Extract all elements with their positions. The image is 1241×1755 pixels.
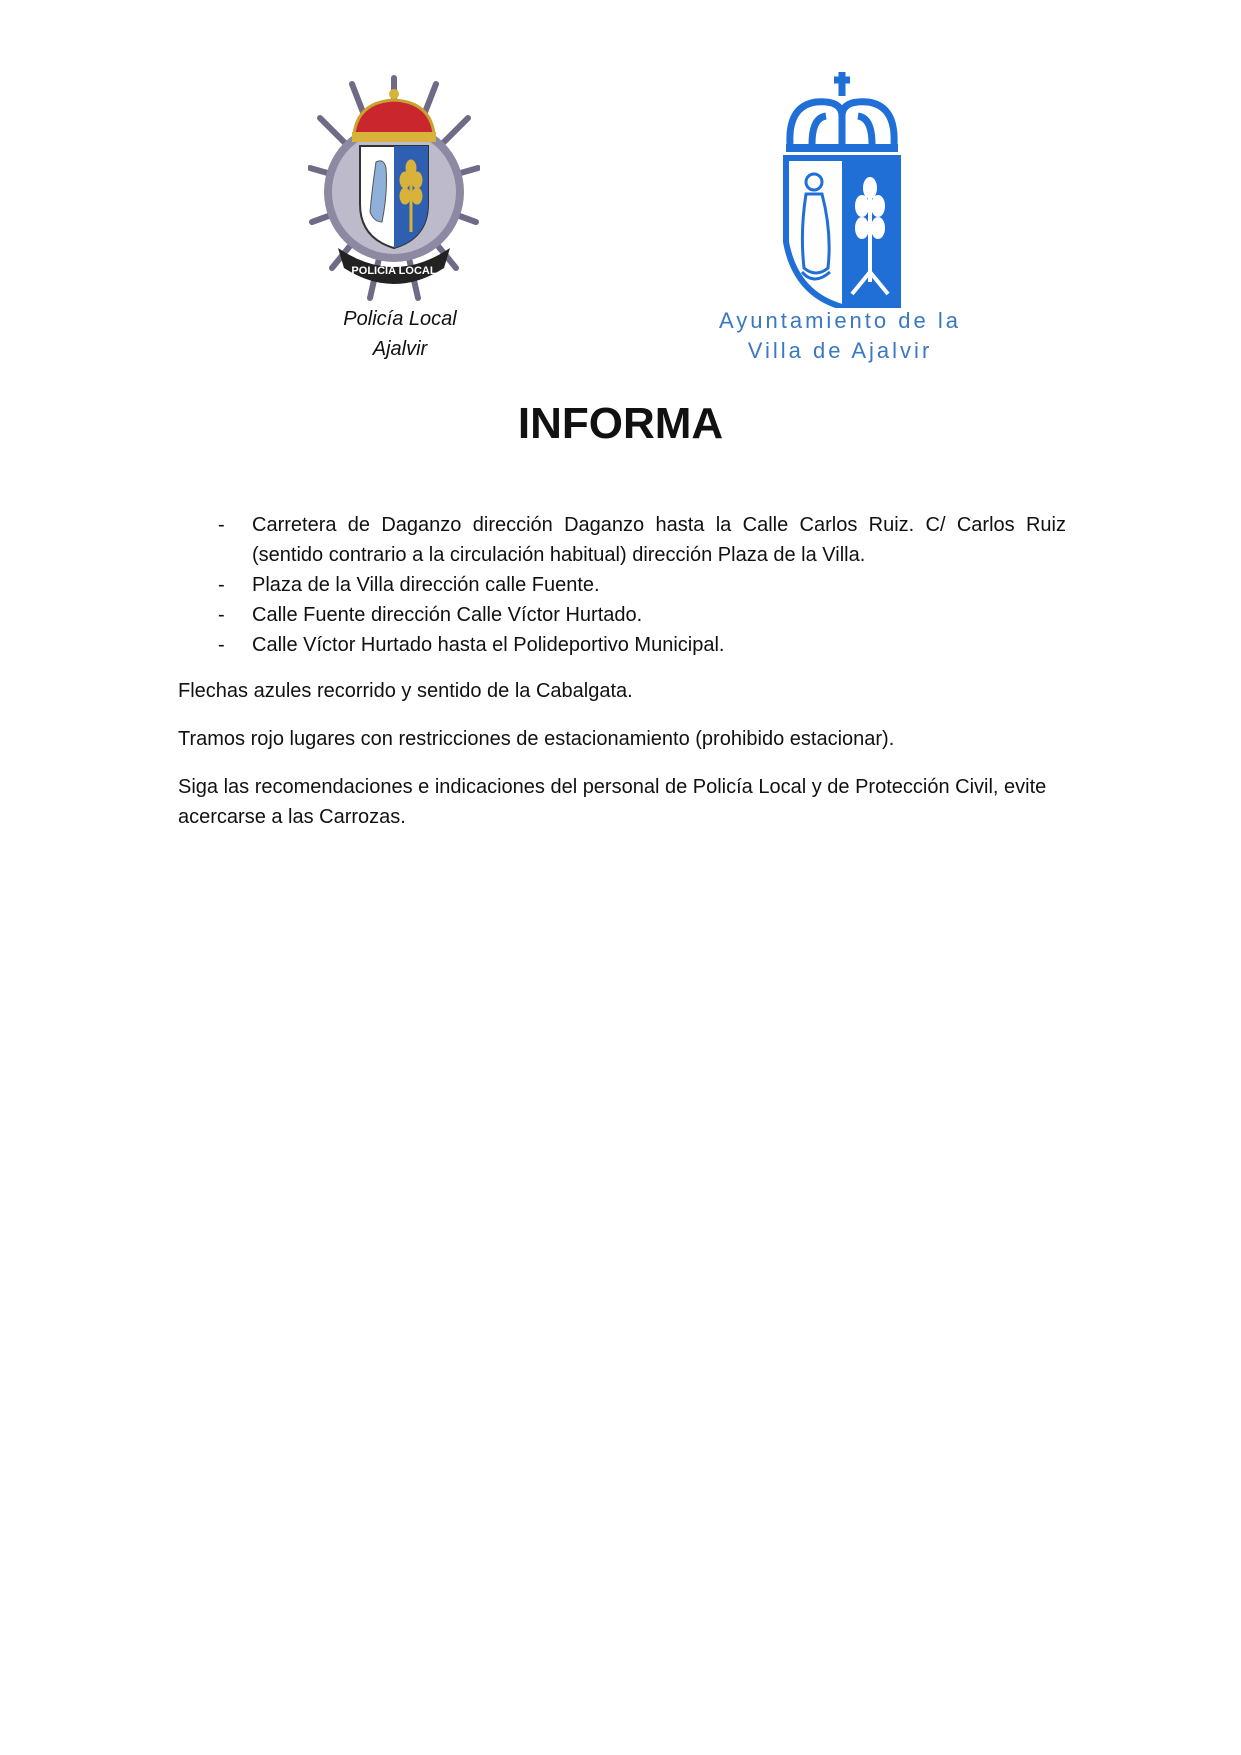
list-item-text: Carretera de Daganzo dirección Daganzo hasta la Calle Carlos Ruiz. C/ Carlos Ruiz (sentido contrario a la circulación habitual) dirección Plaza de la Villa. (252, 514, 1066, 566)
list-item-text: Calle Víctor Hurtado hasta el Polideportivo Municipal. (252, 634, 725, 656)
list-item-text: Calle Fuente dirección Calle Víctor Hurtado. (252, 604, 643, 626)
police-caption-line1: Policía Local (343, 308, 457, 330)
svg-text:POLICIA LOCAL: POLICIA LOCAL (351, 265, 437, 277)
list-dash: - (218, 574, 225, 596)
route-list (218, 510, 1066, 660)
police-caption (300, 304, 500, 364)
paragraph-arrows-note: Flechas azules recorrido y sentido de la Cabalgata. (178, 680, 633, 702)
list-item (218, 570, 1066, 600)
list-dash: - (218, 634, 225, 656)
page-title: INFORMA (517, 399, 724, 448)
paragraph-recommendations: Siga las recomendaciones e indicaciones del personal de Policía Local y de Protección Civil, evite acercarse a las Carrozas. (178, 776, 1047, 828)
policia-local-badge-icon (308, 72, 480, 304)
town-caption-line1: Ayuntamiento de la (719, 308, 961, 333)
list-item-text: Plaza de la Villa dirección calle Fuente. (252, 574, 600, 596)
police-caption-line2: Ajalvir (372, 338, 428, 360)
town-caption (690, 306, 990, 366)
list-dash: - (218, 514, 225, 536)
ayuntamiento-coat-of-arms-icon (782, 72, 902, 308)
paragraph-parking-note: Tramos rojo lugares con restricciones de estacionamiento (prohibido estacionar). (178, 728, 895, 750)
list-item (218, 510, 1066, 570)
list-dash: - (218, 604, 225, 626)
list-item (218, 600, 1066, 630)
list-item (218, 630, 1066, 660)
town-caption-line2: Villa de Ajalvir (747, 338, 933, 363)
